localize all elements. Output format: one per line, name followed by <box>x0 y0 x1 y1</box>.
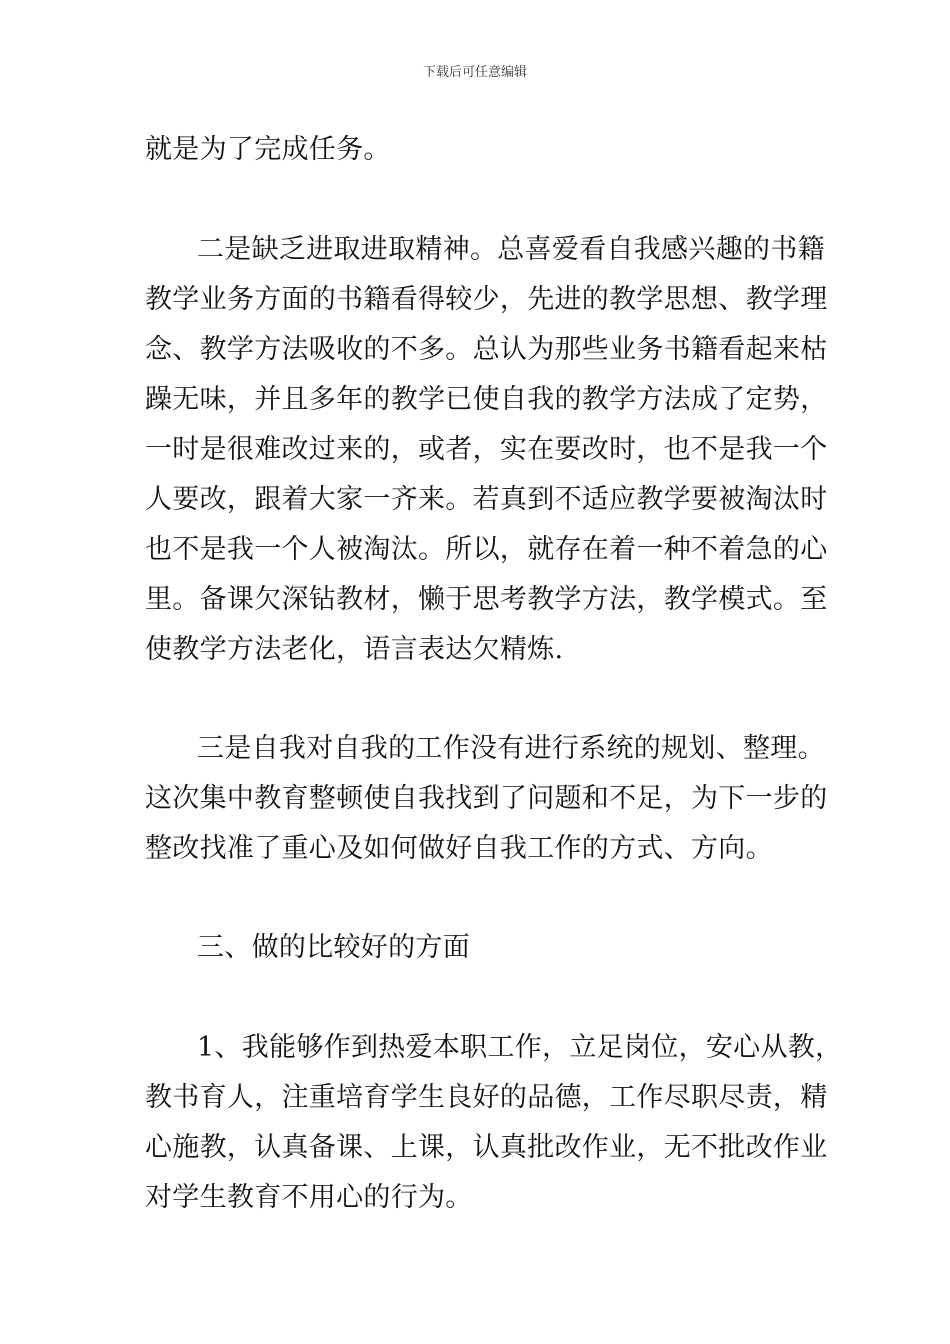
paragraph-first-line: 1、我能够作到热爱本职工作，立足岗位，安心从教， <box>197 1032 843 1063</box>
body-line: 教书育人，注重培育学生良好的品德，工作尽职尽责，精 <box>145 1082 828 1113</box>
body-line: 也不是我一个人被淘汰。所以，就存在着一种不着急的心 <box>145 534 828 565</box>
body-line: 对学生教育不用心的行为。 <box>145 1182 473 1213</box>
body-line: 里。备课欠深钻教材，懒于思考教学方法，教学模式。至 <box>145 584 828 615</box>
body-line: 一时是很难改过来的，或者，实在要改时，也不是我一个 <box>145 434 828 465</box>
body-line: 心施教，认真备课、上课，认真批改作业，无不批改作业 <box>145 1132 828 1163</box>
body-line: 教学业务方面的书籍看得较少，先进的教学思想、教学理 <box>145 284 828 315</box>
paragraph-first-line: 三是自我对自我的工作没有进行系统的规划、整理。 <box>197 733 825 764</box>
paragraph-first-line: 二是缺乏进取进取精神。总喜爱看自我感兴趣的书籍 <box>197 234 825 265</box>
body-line: 躁无味，并且多年的教学已使自我的教学方法成了定势， <box>145 384 828 415</box>
body-line: 念、教学方法吸收的不多。总认为那些业务书籍看起来枯 <box>145 334 828 365</box>
body-line: 整改找准了重心及如何做好自我工作的方式、方向。 <box>145 833 773 864</box>
body-line: 就是为了完成任务。 <box>145 134 391 165</box>
body-line: 这次集中教育整顿使自我找到了问题和不足，为下一步的 <box>145 783 828 814</box>
body-line: 人要改，跟着大家一齐来。若真到不适应教学要被淘汰时 <box>145 484 828 515</box>
page-header: 下载后可任意编辑 <box>422 65 527 80</box>
body-line: 使教学方法老化，语言表达欠精炼. <box>145 634 564 665</box>
section-heading: 三、做的比较好的方面 <box>197 932 470 963</box>
